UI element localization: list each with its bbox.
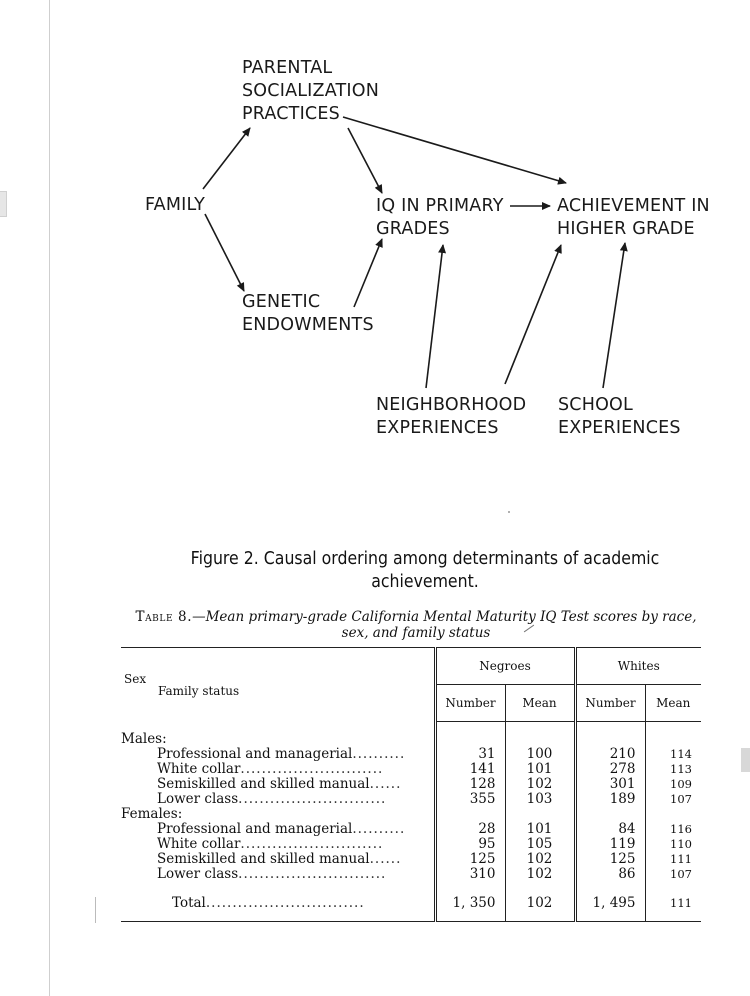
group-label-females: Females: [121, 807, 183, 822]
group-row-females [121, 807, 701, 822]
row-label: Professional and managerial [157, 822, 353, 837]
cell-white-number: 119 [575, 837, 645, 852]
cell-negro-mean: 100 [505, 747, 575, 762]
cell-negro-mean: 102 [505, 777, 575, 792]
arrow-neighborhood-to-achievement [505, 245, 561, 384]
total-negro-number: 1, 350 [435, 892, 505, 922]
arrow-family-to-genetic [205, 214, 244, 291]
row-label: White collar [157, 762, 241, 777]
cell-negro-number: 125 [435, 852, 505, 867]
node-parental-socialization: PARENTAL SOCIALIZATION PRACTICES [242, 58, 380, 124]
iq-scores-table [121, 647, 701, 922]
figure-caption: Figure 2. Causal ordering among determinants of academic achievement. [190, 549, 660, 592]
arrow-parental-to-achievement [343, 117, 566, 183]
table-title-text: —Mean primary-grade California Mental Maturity IQ Test scores by race, sex, and family status [192, 609, 697, 641]
arrow-school-to-achievement [603, 243, 625, 388]
cell-white-mean: 116 [645, 822, 701, 837]
cell-negro-number: 128 [435, 777, 505, 792]
scrollbar-thumb[interactable] [741, 748, 750, 772]
cell-white-mean: 110 [645, 837, 701, 852]
node-family: FAMILY [145, 195, 206, 215]
arrow-family-to-parental [203, 128, 250, 189]
row-label: Lower class [157, 792, 239, 807]
arrow-parental-to-iq [348, 128, 382, 193]
cell-negro-mean: 102 [505, 867, 575, 882]
group-label-males: Males: [121, 732, 167, 747]
arrow-neighborhood-to-iq [426, 245, 443, 388]
table-row: White collar........................... 141 101 278 113 [121, 762, 701, 777]
node-iq-primary-grades: IQ IN PRIMARY GRADES [376, 196, 504, 239]
cell-negro-mean: 102 [505, 852, 575, 867]
cell-white-number: 125 [575, 852, 645, 867]
cell-negro-mean: 105 [505, 837, 575, 852]
stub-head-family-status: Family status [158, 684, 240, 698]
node-achievement: ACHIEVEMENT IN HIGHER GRADE [557, 196, 710, 239]
table-row: Semiskilled and skilled manual...... 125 102 125 111 [121, 852, 701, 867]
cell-negro-number: 31 [435, 747, 505, 762]
table-label: Table 8. [135, 609, 193, 625]
cell-white-mean: 114 [645, 747, 701, 762]
table-row: Lower class............................ 310 102 86 107 [121, 867, 701, 882]
col-head-negro-number: Number [435, 685, 505, 722]
total-row: Total.............................. 1, 350 102 1, 495 111 [121, 892, 701, 922]
cell-white-mean: 107 [645, 792, 701, 807]
cell-negro-number: 95 [435, 837, 505, 852]
cell-white-number: 84 [575, 822, 645, 837]
table-row: Professional and managerial.......... 28 101 84 116 [121, 822, 701, 837]
row-label: Semiskilled and skilled manual [157, 852, 370, 867]
table-title [126, 609, 706, 641]
row-label: Lower class [157, 867, 239, 882]
edge-mark [95, 897, 96, 923]
cell-white-mean: 109 [645, 777, 701, 792]
cell-negro-number: 28 [435, 822, 505, 837]
group-head-negroes: Negroes [435, 648, 575, 685]
cell-white-mean: 107 [645, 867, 701, 882]
node-school-experiences: SCHOOL EXPERIENCES [558, 395, 681, 438]
total-white-number: 1, 495 [575, 892, 645, 922]
total-label: Total [172, 895, 206, 911]
cell-negro-number: 141 [435, 762, 505, 777]
cell-negro-number: 310 [435, 867, 505, 882]
row-label: Semiskilled and skilled manual [157, 777, 370, 792]
total-white-mean: 111 [645, 892, 701, 922]
stub-head [121, 648, 435, 722]
stub-head-sex: Sex [124, 672, 147, 686]
table-row: White collar........................... 95 105 119 110 [121, 837, 701, 852]
node-genetic-endowments: GENETIC ENDOWMENTS [242, 292, 374, 335]
col-head-white-mean: Mean [645, 685, 701, 722]
table-row: Lower class............................ 355 103 189 107 [121, 792, 701, 807]
cell-negro-number: 355 [435, 792, 505, 807]
cell-white-number: 210 [575, 747, 645, 762]
cell-white-mean: 113 [645, 762, 701, 777]
total-negro-mean: 102 [505, 892, 575, 922]
cell-negro-mean: 103 [505, 792, 575, 807]
cell-white-number: 301 [575, 777, 645, 792]
row-label: Professional and managerial [157, 747, 353, 762]
cell-negro-mean: 101 [505, 822, 575, 837]
speck [508, 511, 510, 513]
col-head-negro-mean: Mean [505, 685, 575, 722]
cell-negro-mean: 101 [505, 762, 575, 777]
node-neighborhood-experiences: NEIGHBORHOOD EXPERIENCES [376, 395, 527, 438]
group-row-males [121, 732, 701, 747]
row-label: White collar [157, 837, 241, 852]
col-head-white-number: Number [575, 685, 645, 722]
cell-white-mean: 111 [645, 852, 701, 867]
table-row: Professional and managerial.......... 31 100 210 114 [121, 747, 701, 762]
group-head-whites: Whites [575, 648, 701, 685]
cell-white-number: 189 [575, 792, 645, 807]
cell-white-number: 278 [575, 762, 645, 777]
table-row: Semiskilled and skilled manual...... 128 102 301 109 [121, 777, 701, 792]
cell-white-number: 86 [575, 867, 645, 882]
